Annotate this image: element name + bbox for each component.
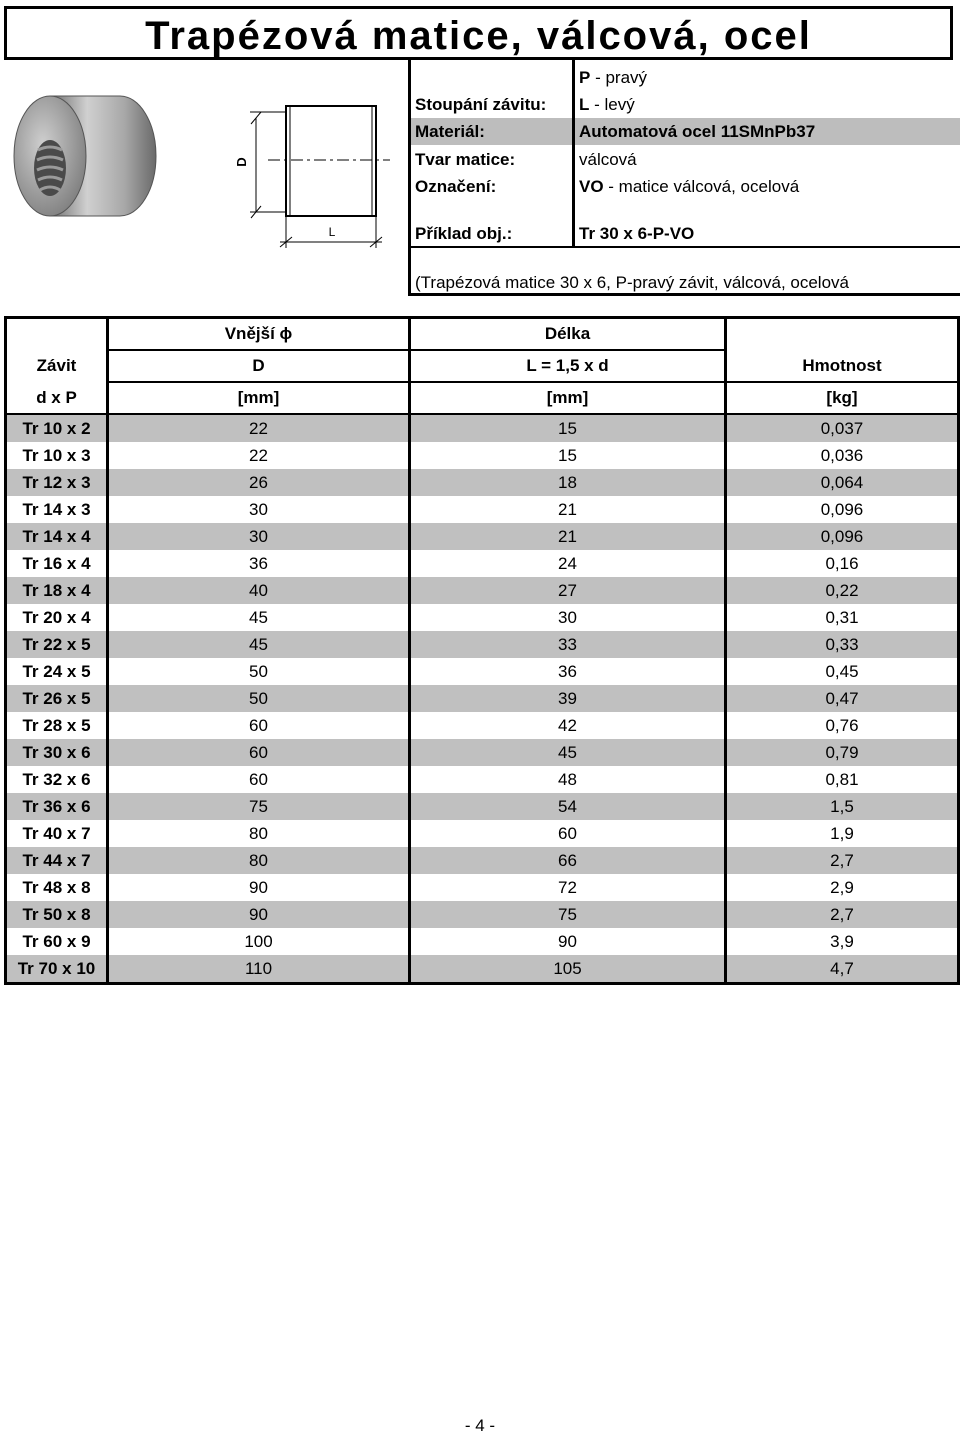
length-cell: 66 xyxy=(410,847,726,874)
weight-cell: 1,9 xyxy=(726,820,959,847)
spec-row-thread-left xyxy=(411,91,960,118)
page-number: - 4 - xyxy=(464,1416,496,1435)
outer-diameter-cell: 110 xyxy=(108,955,410,984)
weight-cell: 0,45 xyxy=(726,658,959,685)
thread-left-value: L - levý xyxy=(579,95,635,114)
dimensions-table xyxy=(4,316,960,985)
table-row xyxy=(6,658,959,685)
outer-diameter-cell: 90 xyxy=(108,874,410,901)
weight-cell: 0,22 xyxy=(726,577,959,604)
shape-label: Tvar matice: xyxy=(415,150,516,169)
weight-cell: 0,064 xyxy=(726,469,959,496)
table-row xyxy=(6,577,959,604)
outer-diameter-cell: 100 xyxy=(108,928,410,955)
length-cell: 15 xyxy=(410,442,726,469)
table-row xyxy=(6,739,959,766)
table-row xyxy=(6,685,959,712)
product-illustration xyxy=(10,66,405,256)
thread-size-cell: Tr 18 x 4 xyxy=(6,577,108,604)
thread-size-cell: Tr 44 x 7 xyxy=(6,847,108,874)
example-note: (Trapézová matice 30 x 6, P-pravý závit, válcová, ocelová xyxy=(415,273,849,292)
weight-cell: 2,9 xyxy=(726,874,959,901)
thread-size-cell: Tr 10 x 2 xyxy=(6,414,108,442)
thread-size-cell: Tr 30 x 6 xyxy=(6,739,108,766)
length-cell: 39 xyxy=(410,685,726,712)
table-row xyxy=(6,712,959,739)
weight-cell: 0,037 xyxy=(726,414,959,442)
table-row xyxy=(6,901,959,928)
length-cell: 33 xyxy=(410,631,726,658)
table-row xyxy=(6,928,959,955)
table-row xyxy=(6,766,959,793)
thread-size-cell: Tr 32 x 6 xyxy=(22,770,91,789)
thread-right-value: P - pravý xyxy=(579,68,648,87)
dim-l-label: L xyxy=(328,225,336,239)
spec-panel xyxy=(408,60,960,296)
title-box xyxy=(4,6,953,60)
outer-diameter-cell: 36 xyxy=(108,550,410,577)
thread-size-cell: Tr 26 x 5 xyxy=(6,685,108,712)
weight-cell: 0,33 xyxy=(726,631,959,658)
page-title: Trapézová matice, válcová, ocel xyxy=(145,14,812,58)
weight-cell: 0,31 xyxy=(726,604,959,631)
thread-size-cell: Tr 12 x 3 xyxy=(6,469,108,496)
thread-size-cell: Tr 10 x 3 xyxy=(22,446,91,465)
weight-cell: 0,47 xyxy=(726,685,959,712)
weight-cell: 0,79 xyxy=(726,739,959,766)
thread-size-cell: Tr 48 x 8 xyxy=(22,878,91,897)
outer-diameter-cell: 50 xyxy=(108,658,410,685)
spec-row-example xyxy=(411,220,960,247)
thread-size-cell: Tr 20 x 4 xyxy=(22,608,91,627)
spec-row-thread-right xyxy=(411,64,960,91)
outer-diameter-cell: 80 xyxy=(108,847,410,874)
table-row xyxy=(6,874,959,901)
example-label: Příklad obj.: xyxy=(415,224,513,243)
header-row-1 xyxy=(6,318,959,351)
table-row xyxy=(6,496,959,523)
header-empty xyxy=(6,318,108,351)
table-row xyxy=(6,442,959,469)
header-unit-mm: [mm] xyxy=(108,382,410,414)
thread-size-cell: Tr 40 x 7 xyxy=(22,824,91,843)
length-cell: 27 xyxy=(410,577,726,604)
thread-size-cell: Tr 28 x 5 xyxy=(22,716,91,735)
length-cell: 21 xyxy=(410,496,726,523)
weight-cell: 2,7 xyxy=(726,847,959,874)
thread-label: Stoupání závitu: xyxy=(415,95,547,114)
outer-diameter-cell: 22 xyxy=(108,414,410,442)
weight-cell: 0,096 xyxy=(726,523,959,550)
outer-diameter-cell: 75 xyxy=(108,793,410,820)
header-dxp: d x P xyxy=(6,382,108,414)
length-cell: 105 xyxy=(410,955,726,984)
table-header xyxy=(6,318,959,415)
outer-diameter-cell: 45 xyxy=(108,604,410,631)
dim-d-label: D xyxy=(234,157,249,167)
thread-size-cell: Tr 24 x 5 xyxy=(22,662,91,681)
outer-diameter-cell: 60 xyxy=(108,712,410,739)
technical-drawing xyxy=(250,106,390,248)
weight-cell: 0,096 xyxy=(726,496,959,523)
table-body xyxy=(6,414,959,984)
length-cell: 54 xyxy=(410,793,726,820)
weight-cell: 3,9 xyxy=(726,928,959,955)
table-row xyxy=(6,631,959,658)
spec-row-material xyxy=(411,118,960,145)
designation-label: Označení: xyxy=(415,177,497,196)
outer-diameter-cell: 90 xyxy=(108,901,410,928)
spec-row-designation xyxy=(411,173,960,200)
outer-diameter-cell: 60 xyxy=(108,739,410,766)
material-label: Materiál: xyxy=(415,122,485,141)
thread-size-cell: Tr 36 x 6 xyxy=(6,793,108,820)
weight-cell: 0,81 xyxy=(726,766,959,793)
weight-cell: 0,036 xyxy=(726,442,959,469)
outer-diameter-cell: 60 xyxy=(108,766,410,793)
length-cell: 24 xyxy=(410,550,726,577)
outer-diameter-cell: 26 xyxy=(108,469,410,496)
weight-cell: 0,76 xyxy=(726,712,959,739)
length-cell: 42 xyxy=(410,712,726,739)
header-row-2 xyxy=(6,350,959,382)
header-length: Délka xyxy=(410,318,726,351)
spec-separator xyxy=(411,246,960,248)
outer-diameter-cell: 30 xyxy=(108,496,410,523)
length-cell: 36 xyxy=(410,658,726,685)
length-cell: 18 xyxy=(410,469,726,496)
table-row xyxy=(6,550,959,577)
outer-diameter-cell: 80 xyxy=(108,820,410,847)
header-unit-kg: [kg] xyxy=(726,382,959,414)
table-row xyxy=(6,469,959,496)
nut-drawing xyxy=(10,66,405,256)
header-outer-diameter: Vnější ϕ xyxy=(108,318,410,351)
length-cell: 45 xyxy=(410,739,726,766)
length-cell: 15 xyxy=(410,414,726,442)
thread-size-cell: Tr 14 x 4 xyxy=(6,523,108,550)
weight-cell: 1,5 xyxy=(726,793,959,820)
header-d: D xyxy=(108,350,410,382)
weight-cell: 2,7 xyxy=(726,901,959,928)
shape-value: válcová xyxy=(579,150,637,169)
length-cell: 90 xyxy=(410,928,726,955)
example-value: Tr 30 x 6-P-VO xyxy=(579,224,695,243)
header-empty xyxy=(726,318,959,351)
nut-3d-icon xyxy=(14,96,156,216)
table-row xyxy=(6,955,959,984)
spec-row-shape xyxy=(411,146,960,173)
thread-size-cell: Tr 50 x 8 xyxy=(6,901,108,928)
thread-size-cell: Tr 16 x 4 xyxy=(22,554,91,573)
outer-diameter-cell: 30 xyxy=(108,523,410,550)
table-row xyxy=(6,820,959,847)
table-row xyxy=(6,523,959,550)
header-unit-mm: [mm] xyxy=(410,382,726,414)
header-row-3 xyxy=(6,382,959,414)
weight-cell: 0,16 xyxy=(726,550,959,577)
thread-size-cell: Tr 14 x 3 xyxy=(22,500,91,519)
length-cell: 72 xyxy=(410,874,726,901)
table-row xyxy=(6,414,959,442)
length-cell: 48 xyxy=(410,766,726,793)
table-row xyxy=(6,793,959,820)
length-cell: 30 xyxy=(410,604,726,631)
table-row xyxy=(6,847,959,874)
header-thread: Závit xyxy=(36,356,77,375)
outer-diameter-cell: 40 xyxy=(108,577,410,604)
thread-size-cell: Tr 60 x 9 xyxy=(22,932,91,951)
outer-diameter-cell: 22 xyxy=(108,442,410,469)
length-cell: 21 xyxy=(410,523,726,550)
table-row xyxy=(6,604,959,631)
outer-diameter-cell: 50 xyxy=(108,685,410,712)
thread-size-cell: Tr 22 x 5 xyxy=(6,631,108,658)
outer-diameter-cell: 45 xyxy=(108,631,410,658)
length-cell: 75 xyxy=(410,901,726,928)
thread-size-cell: Tr 70 x 10 xyxy=(6,955,108,984)
designation-value: VO - matice válcová, ocelová xyxy=(579,177,800,196)
header-l-formula: L = 1,5 x d xyxy=(410,350,726,382)
weight-cell: 4,7 xyxy=(726,955,959,984)
length-cell: 60 xyxy=(410,820,726,847)
material-value: Automatová ocel 11SMnPb37 xyxy=(579,122,816,141)
header-weight: Hmotnost xyxy=(726,350,959,382)
